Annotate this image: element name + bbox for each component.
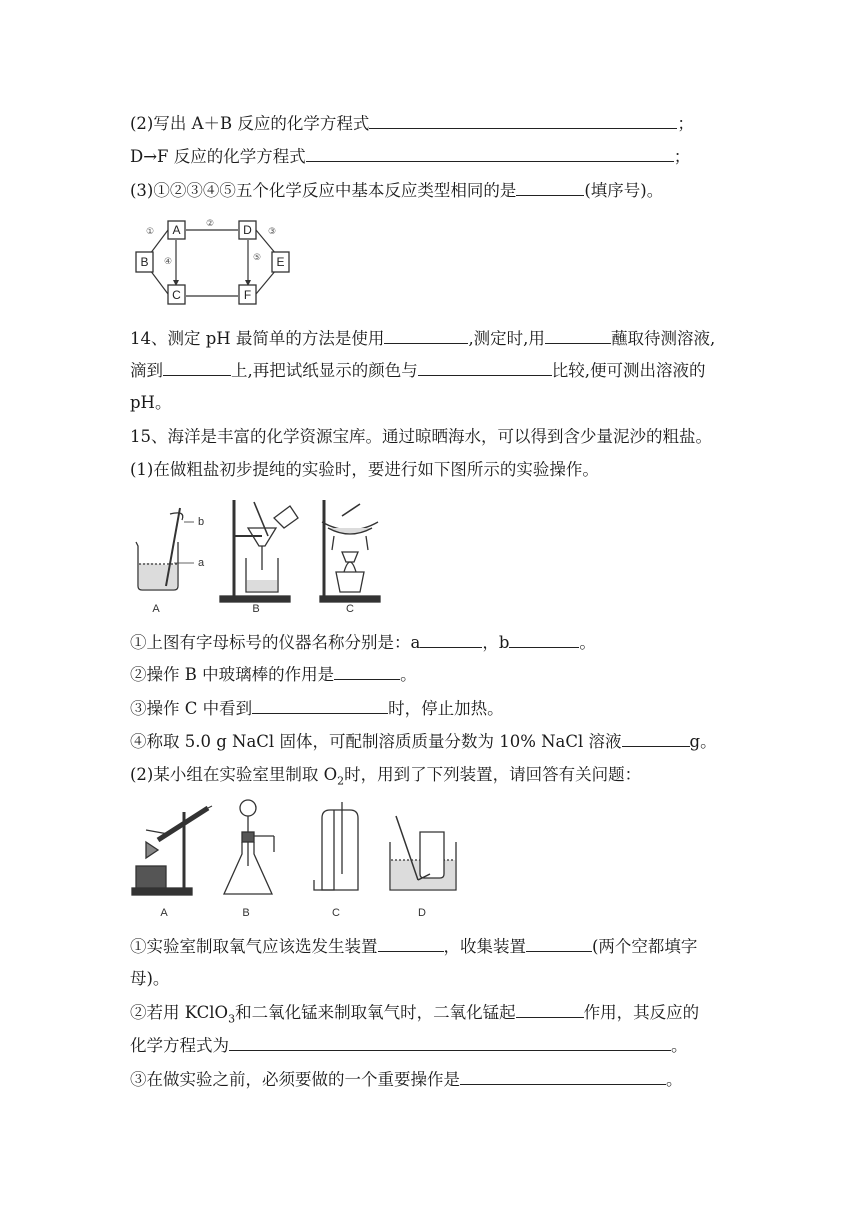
- q13-part2-line1: [130, 112, 694, 135]
- fig1-label-A: A: [152, 603, 160, 615]
- q15-t2-cont-text: 化学方程式为: [130, 1036, 229, 1055]
- q13-part3-line: [130, 179, 663, 202]
- q15-part2-suffix: 时，用到了下列装置，请回答有关问题：: [344, 765, 642, 784]
- box-A: A: [172, 223, 181, 237]
- q15-sub4-text: ④称取 5.0 g NaCl 固体，可配制溶质质量分数为 10% NaCl 溶液: [130, 732, 622, 751]
- answer-blank-reaction-type[interactable]: [516, 179, 584, 196]
- label-a: a: [198, 557, 205, 569]
- q15-part2-sub2: [130, 1001, 699, 1030]
- q13-part3-prompt: (3)①②③④⑤五个化学反应中基本反应类型相同的是: [130, 181, 517, 200]
- answer-blank-generator[interactable]: [378, 935, 444, 952]
- q15-t3-text: ③在做实验之前，必须要做的一个重要操作是: [130, 1070, 460, 1089]
- answer-blank-compare-with[interactable]: [418, 359, 552, 376]
- punctuation: 。: [579, 633, 596, 652]
- answer-blank-important-step[interactable]: [460, 1068, 666, 1085]
- q14-text-c: 蘸取待测溶液,: [610, 329, 716, 348]
- beaker-dissolving-apparatus: [136, 508, 194, 590]
- answer-blank-dip-tool[interactable]: [545, 327, 611, 344]
- label-b: b: [198, 516, 205, 528]
- q15-part2-sub2-cont: [130, 1034, 688, 1057]
- q13-part3-suffix: (填序号)。: [584, 181, 664, 200]
- q15-sub3-suffix: 时，停止加热。: [388, 699, 504, 718]
- evaporation-apparatus: [320, 500, 380, 602]
- q15-part1-prompt: (1)在做粗盐初步提纯的实验时，要进行如下图所示的实验操作。: [130, 460, 599, 479]
- q14-text-d: 滴到: [130, 361, 163, 380]
- fig2-label-A: A: [160, 907, 168, 919]
- q14-text-a: 14、测定 pH 最简单的方法是使用: [130, 329, 385, 348]
- answer-blank-df-equation[interactable]: [306, 145, 674, 162]
- answer-blank-stop-heating[interactable]: [252, 697, 388, 714]
- salt-purification-figure: [128, 492, 388, 616]
- q15-part2-sub1: [130, 935, 697, 958]
- answer-blank-kclo3-equation[interactable]: [229, 1034, 671, 1051]
- punctuation: 。: [666, 1070, 683, 1089]
- reaction-label-5: ⑤: [252, 252, 262, 262]
- q15-t2-mid: 和二氧化锰来制取氧气时，二氧化锰起: [235, 1003, 516, 1022]
- box-B: B: [140, 255, 149, 269]
- q15-sub1-text: ①上图有字母标号的仪器名称分别是：a: [130, 633, 421, 652]
- answer-blank-instrument-a[interactable]: [420, 631, 482, 648]
- q13-part2-prompt-ab: (2)写出 A＋B 反应的化学方程式: [130, 114, 370, 133]
- subscript: 2: [337, 774, 345, 788]
- answer-blank-solution-mass[interactable]: [622, 730, 690, 747]
- q15-t1-text: ①实验室制取氧气应该选发生装置: [130, 937, 378, 956]
- answer-blank-mno2-role[interactable]: [516, 1001, 584, 1018]
- reaction-network-diagram: [128, 214, 308, 306]
- q14-line1: [130, 327, 715, 350]
- q15-intro: 15、海洋是丰富的化学资源宝库。通过晾晒海水，可以得到含少量泥沙的粗盐。: [130, 427, 712, 446]
- q15-part2-prompt: [130, 764, 641, 792]
- q15-sub2-text: ②操作 B 中玻璃棒的作用是: [130, 665, 335, 684]
- box-E: E: [276, 255, 285, 269]
- q15-part2-sub1-cont: 母)。: [130, 969, 170, 988]
- fig2-label-B: B: [242, 907, 250, 919]
- reaction-label-1: ①: [145, 226, 155, 236]
- flask-generator-apparatus: [224, 800, 274, 894]
- q13-part2-line2: [130, 145, 690, 168]
- reaction-label-2: ②: [205, 218, 215, 228]
- answer-blank-glass-rod-role[interactable]: [334, 663, 400, 680]
- q15-part2-text: (2)某小组在实验室里制取 O: [130, 765, 338, 784]
- q14-line2: [130, 359, 706, 382]
- q15-sub1: [130, 631, 596, 654]
- q15-t2-suffix: 作用，其反应的: [583, 1003, 700, 1022]
- answer-blank-ab-equation[interactable]: [369, 112, 677, 129]
- q15-t2-text: ②若用 KClO: [130, 1003, 229, 1022]
- fig1-label-B: B: [252, 603, 260, 615]
- filtration-apparatus: [220, 500, 298, 602]
- oxygen-apparatus-figure: [128, 794, 468, 920]
- q14-text-b: ,测定时,用: [468, 329, 545, 348]
- answer-blank-instrument-b[interactable]: [509, 631, 579, 648]
- answer-blank-drop-target[interactable]: [163, 359, 231, 376]
- reaction-label-4: ④: [163, 256, 173, 266]
- q15-t1-mid: ，收集装置: [443, 937, 526, 956]
- q15-sub4: [130, 730, 717, 753]
- q15-sub2: [130, 663, 417, 686]
- fig1-label-C: C: [346, 603, 354, 615]
- q15-sub4-suffix: g。: [689, 732, 717, 751]
- fig2-label-D: D: [418, 907, 426, 919]
- q15-sub3: [130, 697, 504, 720]
- answer-blank-ph-tool[interactable]: [384, 327, 468, 344]
- heating-generator-apparatus: [132, 806, 212, 895]
- q14-text-e: 上,再把试纸显示的颜色与: [231, 361, 418, 380]
- reaction-label-3: ③: [267, 226, 277, 236]
- subscript: 3: [228, 1012, 236, 1026]
- q15-sub1-mid: ，b: [482, 633, 510, 652]
- answer-blank-collector[interactable]: [526, 935, 592, 952]
- gas-collection-bottle: [314, 802, 358, 890]
- box-D: D: [243, 223, 252, 237]
- q13-part2-prompt-df: D→F 反应的化学方程式: [130, 147, 306, 166]
- punctuation: 。: [671, 1036, 688, 1055]
- q14-line3: pH。: [130, 393, 172, 412]
- q14-text-f: 比较,便可测出溶液的: [551, 361, 706, 380]
- fig2-label-C: C: [332, 907, 340, 919]
- punctuation: ；: [677, 114, 694, 133]
- q15-part2-sub3: [130, 1068, 683, 1091]
- q15-t1-suffix: (两个空都填字: [592, 937, 698, 956]
- box-C: C: [172, 288, 181, 302]
- water-trough-collection: [390, 816, 456, 890]
- punctuation: 。: [400, 665, 417, 684]
- box-F: F: [243, 288, 252, 302]
- q15-sub3-text: ③操作 C 中看到: [130, 699, 253, 718]
- punctuation: ；: [673, 147, 691, 166]
